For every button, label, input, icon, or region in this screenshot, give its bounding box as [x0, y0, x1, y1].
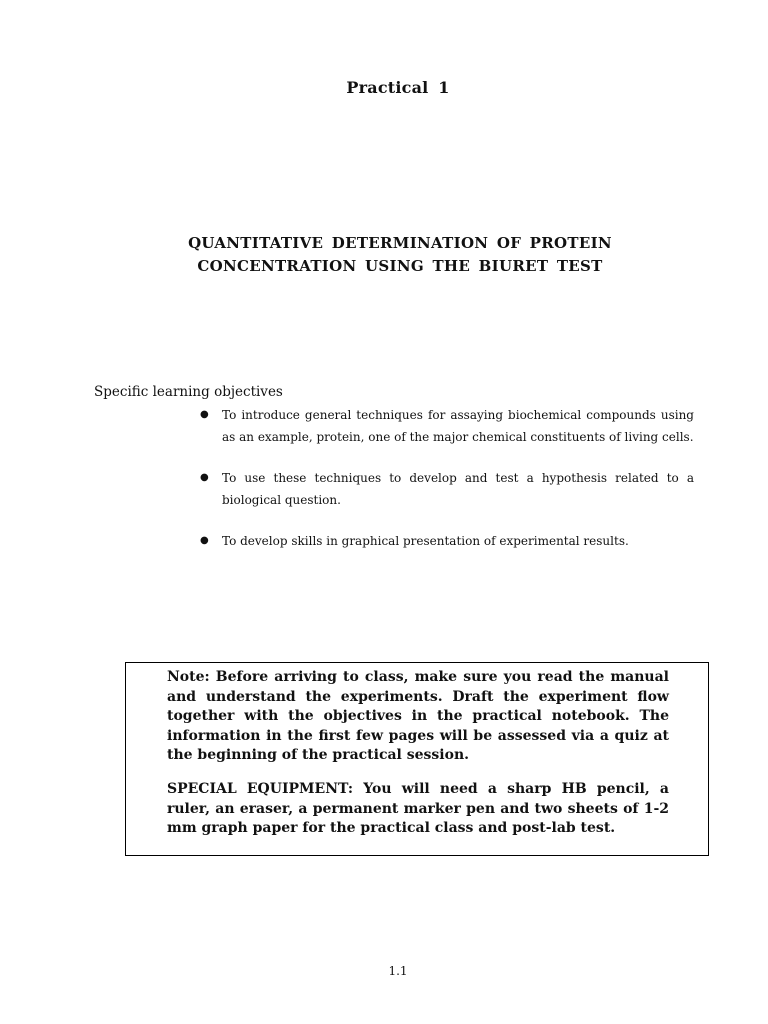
- document-title: [0, 232, 768, 278]
- bullet-icon: ●: [200, 472, 209, 483]
- objective-item: [194, 467, 694, 511]
- objective-item: [194, 404, 694, 448]
- bullet-icon: ●: [200, 535, 209, 546]
- special-equipment-text: SPECIAL EQUIPMENT: You will need a sharp HB pencil, a ruler, an eraser, a permanent marker pen and two sheets of 1-2 mm graph paper for the practical class and post-lab test.: [167, 781, 669, 836]
- objectives-heading: Specific learning objectives: [94, 384, 283, 400]
- practical-heading: Practical 1: [346, 78, 450, 97]
- page-number: 1.1: [388, 964, 408, 978]
- objective-text: To introduce general techniques for assaying biochemical compounds using as an example, protein, one of the major chemical constituents of living cells.: [222, 408, 694, 444]
- objective-item: [194, 530, 694, 552]
- note-text: Note: Before arriving to class, make sure you read the manual and understand the experiments. Draft the experiment flow together with the objectives in the practical notebook. The information in the first few pages will be assessed via a quiz at the beginning of the practical session.: [167, 669, 669, 763]
- title-line-2: CONCENTRATION USING THE BIURET TEST: [197, 257, 603, 275]
- title-line-1: QUANTITATIVE DETERMINATION OF PROTEIN: [188, 234, 612, 252]
- bullet-icon: ●: [200, 409, 209, 420]
- objectives-list: [194, 404, 694, 571]
- note-box: [125, 662, 709, 856]
- objective-text: To use these techniques to develop and test a hypothesis related to a biological question.: [222, 471, 694, 507]
- objective-text: To develop skills in graphical presentation of experimental results.: [222, 534, 629, 548]
